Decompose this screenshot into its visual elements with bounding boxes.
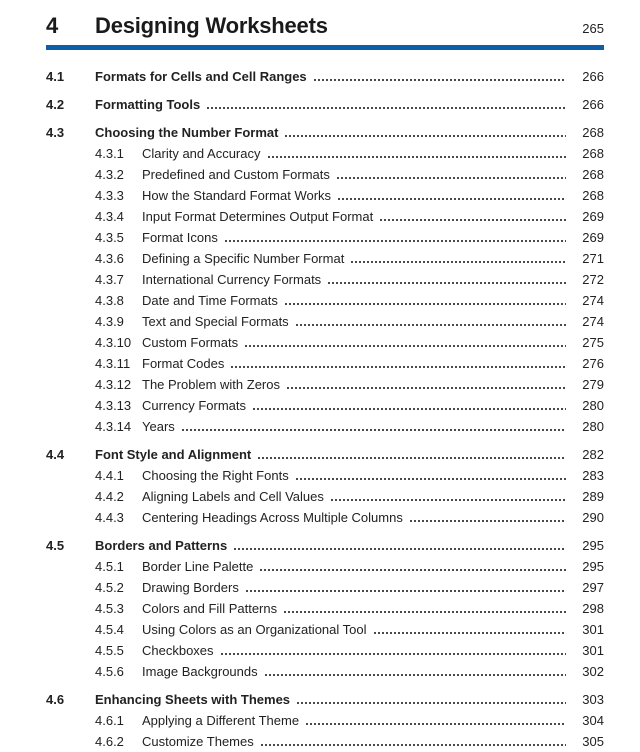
dot-leader — [350, 248, 566, 269]
toc-entry-title: Date and Time Formats — [142, 293, 278, 308]
toc-entry-number: 4.5.1 — [95, 559, 124, 574]
dot-leader — [295, 311, 566, 332]
toc-entry-page: 301 — [582, 643, 604, 658]
toc-entry-title: Using Colors as an Organizational Tool — [142, 622, 367, 637]
toc-entry-number: 4.4.3 — [95, 510, 124, 525]
toc-entry — [46, 710, 604, 731]
toc-entry-title: Defining a Specific Number Format — [142, 251, 345, 266]
toc-entry-number: 4.6 — [46, 692, 65, 707]
toc-entry-page: 303 — [582, 692, 604, 707]
dot-leader — [233, 535, 566, 556]
toc-entry-page: 269 — [582, 209, 604, 224]
toc-entry-number: 4.5.6 — [95, 664, 124, 679]
toc-entry-title: Applying a Different Theme — [142, 713, 300, 728]
toc-entry-title: Enhancing Sheets with Themes — [95, 692, 291, 707]
toc-entry-page: 266 — [582, 97, 604, 112]
dot-leader — [379, 206, 566, 227]
toc-entry — [46, 94, 604, 115]
toc-entry-title: Currency Formats — [142, 398, 247, 413]
chapter-header — [46, 13, 604, 39]
toc-entry-page: 298 — [582, 601, 604, 616]
dot-leader — [373, 619, 567, 640]
toc-entry-number: 4.5.4 — [95, 622, 124, 637]
toc-entry — [46, 619, 604, 640]
toc-entry-page: 302 — [582, 664, 604, 679]
toc-entry-title: Centering Headings Across Multiple Columns — [142, 510, 403, 525]
dot-leader — [244, 332, 566, 353]
toc-entry-page: 268 — [582, 125, 604, 140]
dot-leader — [264, 661, 566, 682]
toc-entry — [46, 185, 604, 206]
toc-entry-number: 4.3.5 — [95, 230, 124, 245]
dot-leader — [284, 290, 566, 311]
chapter-title: Designing Worksheets — [95, 13, 328, 38]
toc-entry — [46, 164, 604, 185]
dot-leader — [259, 556, 566, 577]
toc-entry-title: Clarity and Accuracy — [142, 146, 261, 161]
dot-leader — [206, 94, 566, 115]
toc-entry-page: 266 — [582, 69, 604, 84]
toc-entry-number: 4.3 — [46, 125, 65, 140]
toc-entry — [46, 332, 604, 353]
toc-entry-number: 4.1 — [46, 69, 65, 84]
dot-leader — [224, 227, 566, 248]
toc-entry-title: Formats for Cells and Cell Ranges — [95, 69, 307, 84]
toc-entry-page: 276 — [582, 356, 604, 371]
toc-entry — [46, 311, 604, 332]
chapter-number: 4 — [46, 13, 59, 38]
toc-entry-number: 4.5.3 — [95, 601, 124, 616]
toc-entry-page: 275 — [582, 335, 604, 350]
toc-entry-number: 4.5.2 — [95, 580, 124, 595]
toc-entry-number: 4.3.1 — [95, 146, 124, 161]
dot-leader — [409, 507, 566, 528]
toc-entry-page: 280 — [582, 398, 604, 413]
dot-leader — [336, 164, 566, 185]
toc-entry-title: Border Line Palette — [142, 559, 254, 574]
toc-entry-number: 4.3.13 — [95, 398, 132, 413]
toc-entry-page: 268 — [582, 188, 604, 203]
toc-entry — [46, 661, 604, 682]
toc-entry-title: Font Style and Alignment — [95, 447, 252, 462]
toc-entry-page: 269 — [582, 230, 604, 245]
toc-entry — [46, 640, 604, 661]
toc-entry — [46, 465, 604, 486]
dot-leader — [245, 577, 566, 598]
toc-entry-title: Years — [142, 419, 175, 434]
toc-entry — [46, 290, 604, 311]
toc-entry — [46, 353, 604, 374]
toc-entry — [46, 598, 604, 619]
dot-leader — [296, 689, 566, 710]
toc-entry-page: 268 — [582, 167, 604, 182]
dot-leader — [305, 710, 566, 731]
toc-entry — [46, 206, 604, 227]
dot-leader — [295, 465, 566, 486]
dot-leader — [230, 353, 566, 374]
toc-entry — [46, 535, 604, 556]
toc-entry-title: Input Format Determines Output Format — [142, 209, 374, 224]
toc-entry — [46, 416, 604, 437]
toc-entry-title: International Currency Formats — [142, 272, 322, 287]
toc-entry-number: 4.5.5 — [95, 643, 124, 658]
toc-entry-title: Custom Formats — [142, 335, 239, 350]
dot-leader — [283, 598, 566, 619]
toc-entry-number: 4.6.2 — [95, 734, 124, 749]
dot-leader — [286, 374, 566, 395]
toc-entry-number: 4.3.2 — [95, 167, 124, 182]
toc-entry-page: 271 — [582, 251, 604, 266]
toc-entry-title: Checkboxes — [142, 643, 214, 658]
toc-entry-title: Format Codes — [142, 356, 225, 371]
toc-entry — [46, 689, 604, 710]
dot-leader — [220, 640, 566, 661]
dot-leader — [313, 66, 566, 87]
toc-entry — [46, 227, 604, 248]
toc-entry-page: 289 — [582, 489, 604, 504]
toc-entry-title: Customize Themes — [142, 734, 254, 749]
toc-entry-number: 4.3.8 — [95, 293, 124, 308]
dot-leader — [257, 444, 566, 465]
toc-entry-page: 301 — [582, 622, 604, 637]
toc-entry-number: 4.3.6 — [95, 251, 124, 266]
toc-entry-page: 295 — [582, 538, 604, 553]
toc-entry-page: 283 — [582, 468, 604, 483]
toc-entry-title: Colors and Fill Patterns — [142, 601, 278, 616]
toc-entry — [46, 577, 604, 598]
toc-entry-number: 4.3.10 — [95, 335, 132, 350]
toc-list — [46, 50, 604, 752]
toc-entry-page: 305 — [582, 734, 604, 749]
toc-entry-title: The Problem with Zeros — [142, 377, 280, 392]
toc-entry-page: 295 — [582, 559, 604, 574]
toc-entry — [46, 395, 604, 416]
dot-leader — [181, 416, 566, 437]
toc-entry-page: 274 — [582, 293, 604, 308]
toc-entry — [46, 269, 604, 290]
dot-leader — [330, 486, 566, 507]
toc-entry — [46, 507, 604, 528]
toc-entry-title: Choosing the Number Format — [95, 125, 279, 140]
toc-entry — [46, 122, 604, 143]
chapter-page-number: 265 — [582, 21, 604, 36]
toc-entry — [46, 143, 604, 164]
toc-entry-number: 4.4.2 — [95, 489, 124, 504]
toc-entry-page: 282 — [582, 447, 604, 462]
toc-entry-page: 304 — [582, 713, 604, 728]
toc-entry-title: Format Icons — [142, 230, 218, 245]
toc-entry-page: 290 — [582, 510, 604, 525]
dot-leader — [252, 395, 566, 416]
toc-entry-title: Drawing Borders — [142, 580, 239, 595]
toc-entry — [46, 486, 604, 507]
toc-entry-title: Predefined and Custom Formats — [142, 167, 330, 182]
dot-leader — [284, 122, 566, 143]
toc-entry-number: 4.4 — [46, 447, 65, 462]
toc-entry-title: Text and Special Formats — [142, 314, 289, 329]
toc-entry-number: 4.6.1 — [95, 713, 124, 728]
toc-entry-number: 4.4.1 — [95, 468, 124, 483]
toc-entry-title: Choosing the Right Fonts — [142, 468, 289, 483]
toc-entry — [46, 731, 604, 752]
toc-entry-number: 4.3.9 — [95, 314, 124, 329]
toc-entry-number: 4.3.3 — [95, 188, 124, 203]
toc-entry-number: 4.3.7 — [95, 272, 124, 287]
toc-entry-number: 4.2 — [46, 97, 65, 112]
dot-leader — [337, 185, 566, 206]
toc-entry-page: 297 — [582, 580, 604, 595]
toc-entry-page: 280 — [582, 419, 604, 434]
toc-entry — [46, 444, 604, 465]
toc-entry — [46, 66, 604, 87]
toc-entry-number: 4.3.4 — [95, 209, 124, 224]
toc-entry-title: Aligning Labels and Cell Values — [142, 489, 324, 504]
toc-entry-title: Borders and Patterns — [95, 538, 228, 553]
dot-leader — [327, 269, 566, 290]
toc-entry — [46, 374, 604, 395]
toc-entry — [46, 248, 604, 269]
toc-entry-title: How the Standard Format Works — [142, 188, 332, 203]
dot-leader — [267, 143, 567, 164]
toc-entry-page: 272 — [582, 272, 604, 287]
toc-entry-page: 279 — [582, 377, 604, 392]
toc-entry-number: 4.3.11 — [95, 356, 131, 371]
toc-entry-number: 4.3.12 — [95, 377, 132, 392]
toc-entry — [46, 556, 604, 577]
toc-entry-number: 4.3.14 — [95, 419, 132, 434]
toc-entry-number: 4.5 — [46, 538, 65, 553]
toc-entry-title: Formatting Tools — [95, 97, 201, 112]
dot-leader — [260, 731, 566, 752]
toc-entry-title: Image Backgrounds — [142, 664, 258, 679]
toc-entry-page: 274 — [582, 314, 604, 329]
toc-entry-page: 268 — [582, 146, 604, 161]
